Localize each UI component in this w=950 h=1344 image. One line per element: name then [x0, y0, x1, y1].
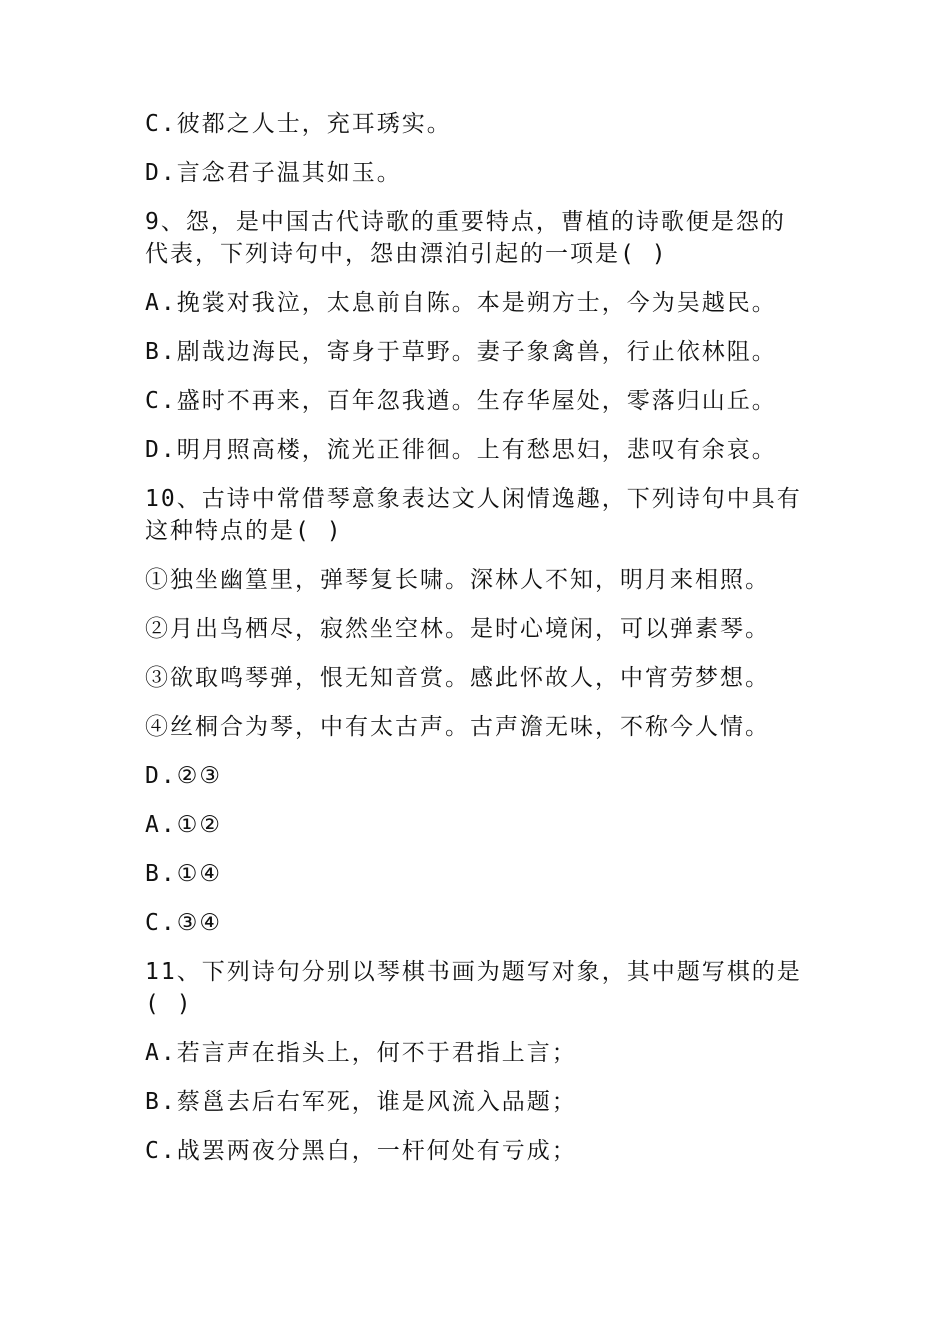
q11-option-a: A.若言声在指头上，何不于君指上言；: [145, 1040, 577, 1066]
q9-stem: 9、怨，是中国古代诗歌的重要特点，曹植的诗歌便是怨的代表，下列诗句中，怨由漂泊引起的一项是( ): [145, 209, 786, 267]
q10-stem: 10、古诗中常借琴意象表达文人闲情逸趣，下列诗句中具有这种特点的是( ): [145, 486, 802, 544]
q9-option-b: B.剧哉边海民，寄身于草野。妻子象禽兽，行止依林阻。: [145, 339, 777, 365]
q8-option-c: C.彼都之人士，充耳琇实。: [145, 111, 452, 137]
q10-item-4: ④丝桐合为琴，中有太古声。古声澹无味，不称今人情。: [145, 714, 770, 740]
q11-stem: 11、下列诗句分别以琴棋书画为题写对象，其中题写棋的是( ): [145, 959, 802, 1017]
q8-option-d: D.言念君子温其如玉。: [145, 160, 402, 186]
q10-item-2: ②月出鸟栖尽，寂然坐空林。是时心境闲，可以弹素琴。: [145, 616, 770, 642]
document-page: [145, 108, 805, 1167]
q11-option-c: C.战罢两夜分黑白，一杆何处有亏成；: [145, 1138, 577, 1164]
q10-item-3: ③欲取鸣琴弹，恨无知音赏。感此怀故人，中宵劳梦想。: [145, 665, 770, 691]
q9-option-d: D.明月照高楼，流光正徘徊。上有愁思妇，悲叹有余哀。: [145, 437, 777, 463]
q11-option-b: B.蔡邕去后右军死，谁是风流入品题；: [145, 1089, 577, 1115]
q10-option-d: D.②③: [145, 763, 222, 789]
q9-option-c: C.盛时不再来，百年忽我遒。生存华屋处，零落归山丘。: [145, 388, 777, 414]
q9-option-a: A.挽裳对我泣，太息前自陈。本是朔方士，今为吴越民。: [145, 290, 777, 316]
q10-option-b: B.①④: [145, 861, 222, 887]
q10-option-c: C.③④: [145, 910, 222, 936]
q10-option-a: A.①②: [145, 812, 222, 838]
q10-item-1: ①独坐幽篁里，弹琴复长啸。深林人不知，明月来相照。: [145, 567, 770, 593]
